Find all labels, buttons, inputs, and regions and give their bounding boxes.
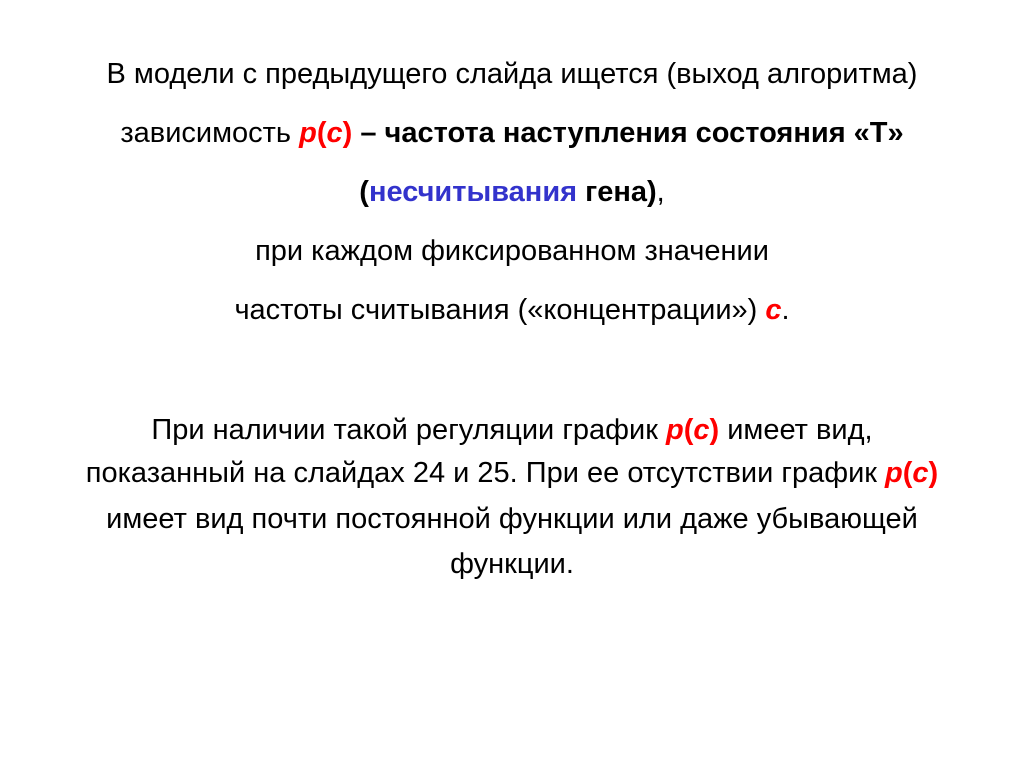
line5-text: частоты считывания («концентрации») (234, 294, 766, 326)
p2-formula2-open: ( (902, 457, 913, 489)
line3-blue-term: несчитывания (368, 176, 578, 208)
paragraph1-line2 (0, 119, 1024, 148)
p2-formula2-p: p (885, 457, 903, 489)
paragraph2-line3: имеет вид почти постоянной функции или даже убывающей (106, 503, 918, 535)
p2-formula1-open: ( (683, 414, 694, 446)
paragraph1-line1: В модели с предыдущего слайда ищется (выход алгоритма) (106, 58, 918, 90)
line3-open-paren: ( (359, 176, 369, 208)
formula-close-paren: ) (342, 117, 353, 149)
line3-bold-text: гена) (577, 176, 657, 208)
line5-c: c (765, 294, 782, 326)
formula-c: c (326, 117, 343, 149)
paragraph2-line1 (0, 416, 1024, 445)
paragraph1-line3 (0, 178, 1024, 207)
line3-comma: , (656, 176, 665, 208)
p2-formula1-p: p (665, 414, 684, 446)
paragraph1-line5 (0, 296, 1024, 325)
formula-p: p (299, 117, 317, 149)
p2-formula1-close: ) (709, 414, 720, 446)
line5-dot: . (781, 294, 790, 326)
p2-line1-after: имеет вид, (719, 414, 873, 446)
formula-open-paren: ( (316, 117, 327, 149)
paragraph1-line4: при каждом фиксированном значении (255, 235, 769, 267)
p2-line2-text: показанный на слайдах 24 и 25. При ее отсутствии график (85, 457, 886, 489)
paragraph2-line2 (0, 459, 1024, 488)
line2-bold-text: – частота наступления состояния «Т» (352, 117, 904, 149)
paragraph2-line4: функции. (450, 548, 574, 580)
line2-prefix: зависимость (120, 117, 300, 149)
p2-formula2-close: ) (928, 457, 939, 489)
p2-formula2-c: c (912, 457, 929, 489)
p2-line1-text: При наличии такой регуляции график (151, 414, 666, 446)
p2-formula1-c: c (693, 414, 710, 446)
